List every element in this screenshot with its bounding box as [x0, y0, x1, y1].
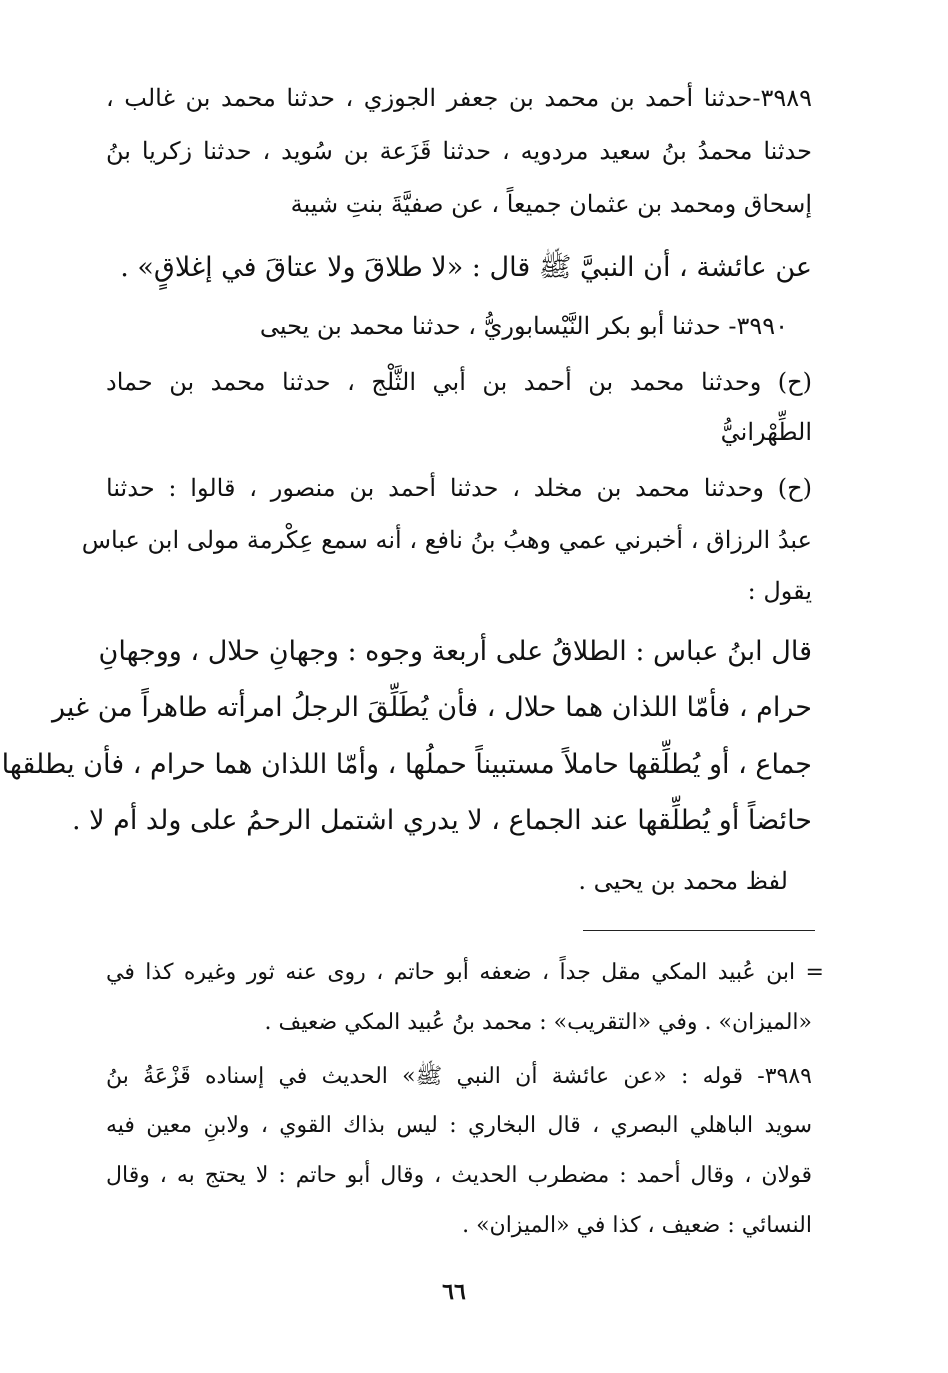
footnote-line-3: ٣٩٨٩- قوله : «عن عائشة أن النبي ﷺ» الحديث في إسناده قَزْعَةُ بنُ [106, 1064, 812, 1089]
footnote-line-6: النسائي : ضعيف ، كذا في «الميزان» . [462, 1213, 812, 1238]
main-line-12: حرام ، فأمّا اللذان هما حلال ، فأن يُطَلِّقَ الرجلُ امرأته طاهراً من غير [51, 692, 812, 723]
main-line-13: جماع ، أو يُطلِّقها حاملاً مستبيناً حملُها ، وأمّا اللذان هما حرام ، فأن يطلقها [1, 749, 812, 780]
footnote-separator [583, 930, 815, 931]
main-line-1: ٣٩٨٩-حدثنا أحمد بن محمد بن جعفر الجوزي ، حدثنا محمد بن غالب ، [106, 84, 812, 112]
main-line-3: إسحاق ومحمد بن عثمان جميعاً ، عن صفيَّةَ بنتِ شيبة [290, 190, 812, 218]
main-line-14: حائضاً أو يُطلِّقها عند الجماع ، لا يدري اشتمل الرحمُ على ولد أم لا . [71, 805, 812, 836]
main-line-10: يقول : [747, 577, 812, 605]
footnote-line-4: سويد الباهلي البصري ، قال البخاري : ليس بذاك القوي ، ولابنِ معين فيه [106, 1113, 812, 1138]
footnote-line-1: = ابن عُبيد المكي مقل جداً ، ضعفه أبو حاتم ، روى عنه ثور وغيره كذا في [106, 960, 824, 985]
main-line-11: قال ابنُ عباس : الطلاقُ على أربعة وجوه : وجهانِ حلال ، ووجهانِ [98, 636, 812, 667]
footnote-line-5: قولان ، وقال أحمد : مضطرب الحديث ، وقال أبو حاتم : لا يحتج به ، وقال [106, 1163, 812, 1188]
main-line-6: (ح) وحدثنا محمد بن أحمد بن أبي الثَّلْج ، حدثنا محمد بن حماد [106, 368, 812, 396]
main-line-9: عبدُ الرزاق ، أخبرني عمي وهبُ بنُ نافع ، أنه سمع عِكْرمة مولى ابن عباس [81, 526, 812, 554]
main-line-2: حدثنا محمدُ بنُ سعيد مردويه ، حدثنا قَزَعة بن سُويد ، حدثنا زكريا بنُ [106, 137, 812, 165]
main-line-15: لفظ محمد بن يحيى . [578, 867, 788, 895]
page-number: ٦٦ [442, 1279, 466, 1305]
footnote-line-2: «الميزان» . وفي «التقريب» : محمد بنُ عُبيد المكي ضعيف . [264, 1010, 812, 1035]
main-line-8: (ح) وحدثنا محمد بن مخلد ، حدثنا أحمد بن منصور ، قالوا : حدثنا [106, 474, 812, 502]
main-line-4: عن عائشة ، أن النبيَّ ﷺ قال : «لا طلاقَ ولا عتاقَ في إغلاقٍ» . [120, 252, 812, 283]
main-line-5: ٣٩٩٠- حدثنا أبو بكر النَّيْسابوريُّ ، حدثنا محمد بن يحيى [259, 312, 788, 340]
main-line-7: الطِّهْرانيُّ [720, 418, 812, 446]
